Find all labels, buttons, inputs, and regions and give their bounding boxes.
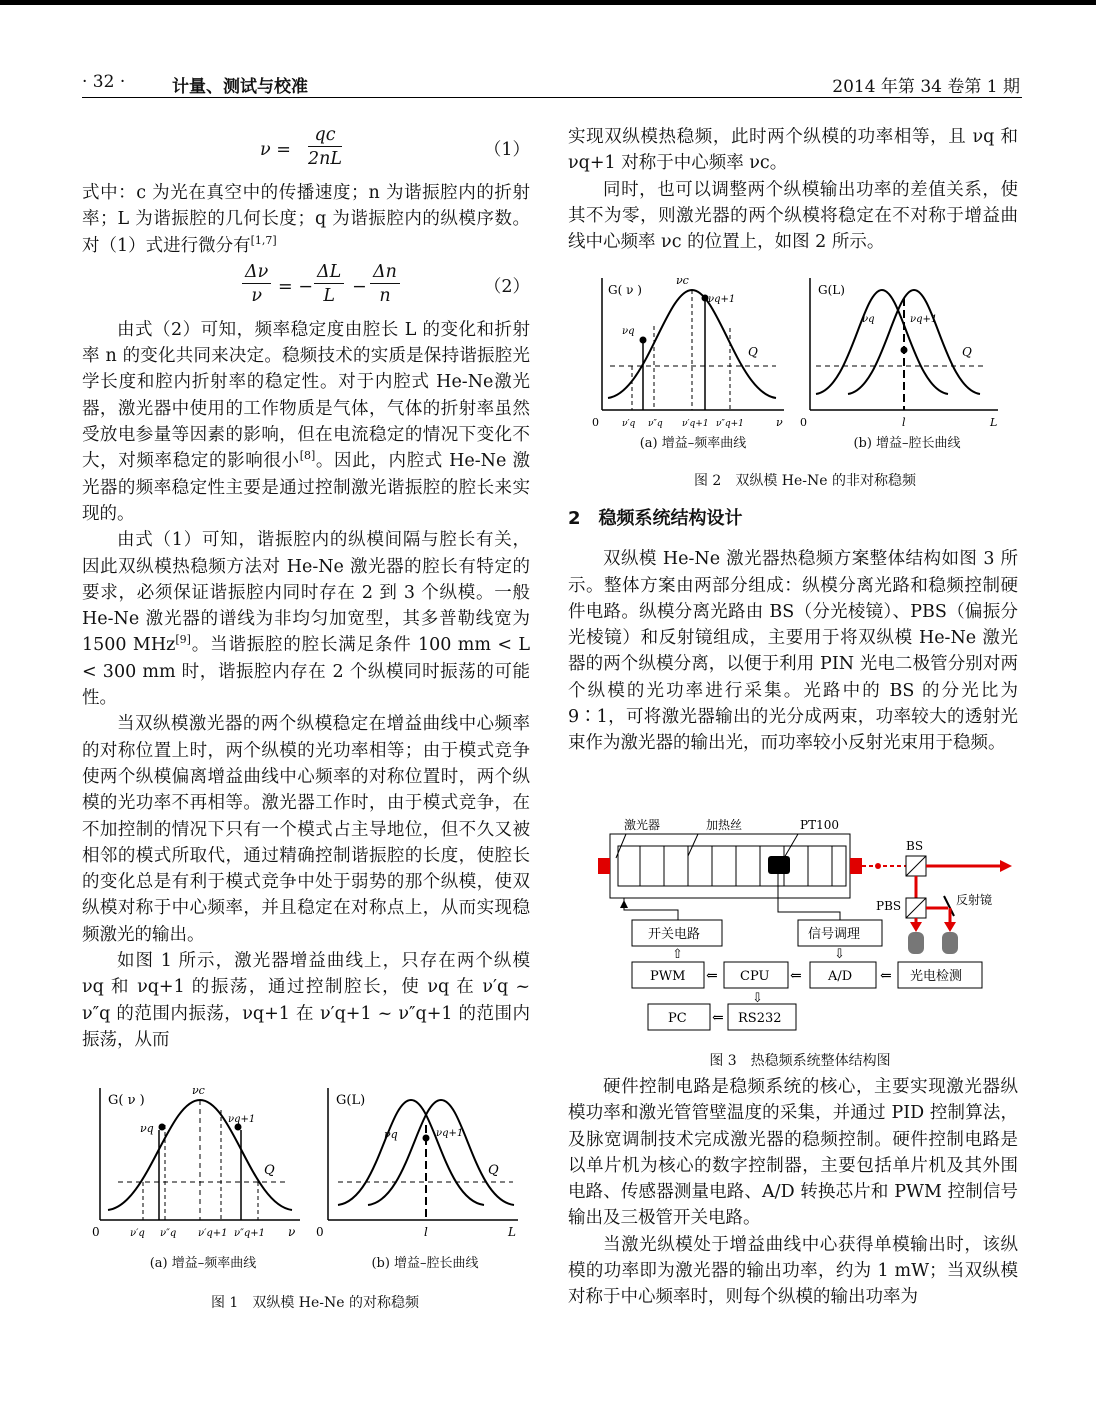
fig1-caption: 图 1 双纵模 He-Ne 的对称稳频	[210, 1295, 420, 1311]
page-number: · 32 ·	[82, 72, 126, 92]
figure-1-graphic	[88, 1080, 528, 1280]
svg-text:ν″q+1: ν″q+1	[716, 419, 744, 429]
svg-text:ν″q+1: ν″q+1	[234, 1228, 265, 1239]
svg-text:0: 0	[592, 416, 599, 429]
svg-text:G(L): G(L)	[336, 1093, 366, 1108]
label-heater: 加热丝	[706, 818, 743, 832]
fig1-subcaption-b: (b) 增益–腔长曲线	[371, 1256, 479, 1271]
block-cpu: CPU	[740, 969, 770, 984]
header-rule	[82, 97, 1022, 98]
equation-1: ν = $\frac{qc}{2nL}$ （1）	[260, 125, 530, 169]
block-ad: A/D	[828, 969, 853, 984]
svg-text:Q: Q	[962, 345, 972, 359]
paragraph: 双纵模 He-Ne 激光器热稳频方案整体结构如图 3 所示。整体方案由两部分组成：纵模分离光路和稳频控制硬件电路。纵模分离光路由 BS（分光棱镜）、PBS（偏振分光棱镜）和反射镜组成，主要用于将双纵模 He-Ne 激光器的两个纵模分离，以便于利用 PIN 光电二极管分别对两个纵模的光功率进行采集。光路中的 BS 的分光比为 9∶1，可将激光器输出的光分成两束，功率较大的透射光束作为激光器的输出光，而功率较小反射光束用于稳频。	[568, 549, 1018, 754]
eq2-number: （2）	[483, 276, 530, 297]
paragraph: 同时，也可以调整两个纵模输出功率的差值关系，使其不为零，则激光器的两个纵模将稳定在不对称于增益曲线中心频率 νc 的位置上，如图 2 所示。	[568, 179, 1018, 253]
svg-text:Q: Q	[748, 345, 758, 359]
svg-text:ν: ν	[776, 416, 783, 429]
svg-text:0: 0	[316, 1225, 324, 1239]
svg-text:ν″q: ν″q	[648, 419, 663, 429]
label-Q: Q	[264, 1163, 275, 1178]
fig2-subcaption-b: (b) 增益–腔长曲线	[853, 436, 961, 451]
svg-text:νq+1: νq+1	[910, 314, 938, 325]
svg-text:νq: νq	[622, 326, 635, 337]
fig3-caption: 图 3 热稳频系统整体结构图	[709, 1053, 891, 1069]
paragraph: 由式（2）可知，频率稳定度由腔长 L 的变化和折射率 n 的变化共同来决定。稳频技术的实质是保持谐振腔光学长度和腔内折射率的稳定性。对于内腔式 He-Ne激光器，激光器中使用的工作物质是气体，气体的折射率虽然受放电参量等因素的影响，但在电流稳定的情况下变化不大，对频率稳定的影响很小[8]。因此，内腔式 He-Ne 激光器的频率稳定性主要是通过控制激光谐振腔的腔长来实现的。	[82, 319, 531, 524]
eq1-number: （1）	[483, 140, 530, 160]
paragraph: 实现双纵模热稳频，此时两个纵模的功率相等，且 νq 和 νq+1 对称于中心频率 νc。	[568, 127, 1018, 174]
svg-text:ν′q+1: ν′q+1	[682, 419, 709, 429]
figure-3-graphic	[588, 812, 1018, 1042]
issue-info: 2014 年第 34 卷第 1 期	[832, 77, 1020, 97]
svg-text:ν′q+1: ν′q+1	[198, 1228, 228, 1239]
paragraph: 式中：c 为光在真空中的传播速度；n 为谐振腔内的折射率；L 为谐振腔的几何长度；q 为谐振腔内的纵模序数。对（1）式进行微分有[1,7]	[82, 183, 530, 256]
label-nu-q1: νq+1	[228, 1114, 256, 1125]
svg-text:ν′q: ν′q	[622, 419, 636, 429]
label-bs: BS	[906, 839, 924, 853]
svg-text:⇐: ⇐	[712, 1010, 724, 1026]
svg-text:νq: νq	[384, 1128, 398, 1141]
svg-text:L: L	[990, 416, 998, 429]
svg-text:L: L	[508, 1225, 516, 1239]
svg-text:νq+1: νq+1	[708, 294, 736, 305]
right-column-bottom	[568, 1074, 1018, 1311]
svg-text:νq+1: νq+1	[436, 1128, 464, 1139]
label-pbs: PBS	[876, 899, 902, 913]
svg-text:ν: ν	[288, 1225, 296, 1239]
block-detect: 光电检测	[910, 969, 963, 984]
figure-1	[88, 1080, 528, 1280]
svg-text:ν″q: ν″q	[160, 1228, 177, 1239]
equation-2: $\frac{\Delta\nu}{\nu}$ = − $\frac{\Delta L}{L}$ − $\frac{\Delta n}{n}$ （2）	[82, 261, 530, 317]
block-pc: PC	[668, 1011, 687, 1026]
paragraph: 如图 1 所示，激光器增益曲线上，只存在两个纵模 νq 和 νq+1 的振荡，通过控制腔长，使 νq 在 ν′q ~ ν″q 的范围内振荡，νq+1 在 ν′q+1 ~ ν″q+1 的范围内振荡，从而	[82, 951, 530, 1050]
svg-text:ν′q: ν′q	[130, 1228, 145, 1239]
right-column-top	[568, 124, 1018, 255]
svg-text:0: 0	[800, 416, 807, 429]
right-column-middle	[568, 506, 1018, 757]
axis-label: G( ν )	[108, 1093, 145, 1108]
paragraph: 由式（1）可知，谐振腔内的纵模间隔与腔长有关，因此双纵模热稳频方法对 He-Ne 激光器的腔长有特定的要求，必须保证谐振腔内同时存在 2 到 3 个纵模。一般 He-Ne 激光器的谱线为非均匀加宽型，其多普勒线宽为 1500 MHz[9]。当谐振腔的腔长满足条件 100 mm < L < 300 mm 时，谐振腔内存在 2 个纵模同时振荡的可能性。	[82, 530, 531, 709]
section-heading: 2 稳频系统结构设计	[568, 508, 743, 529]
svg-text:⇩: ⇩	[834, 947, 845, 962]
svg-text:l: l	[902, 416, 906, 429]
block-pwm: PWM	[650, 969, 686, 984]
left-column	[82, 124, 530, 1053]
svg-text:⇐: ⇐	[880, 968, 892, 984]
label-laser: 激光器	[624, 818, 661, 832]
svg-text:⇧: ⇧	[672, 947, 683, 962]
eq1-fraction: $\frac{qc}{2nL}$	[308, 125, 343, 169]
label-nu-q: νq	[140, 1122, 154, 1135]
fig2-caption: 图 2 双纵模 He-Ne 的非对称稳频	[693, 473, 917, 489]
fig1-subcaption-a: (a) 增益–频率曲线	[149, 1256, 257, 1271]
journal-title: 计量、测试与校准	[172, 77, 308, 97]
svg-text:⇐: ⇐	[706, 968, 718, 984]
paragraph: 当激光纵模处于增益曲线中心获得单模输出时，该纵模的功率即为激光器的输出功率，约为 1 mW；当双纵模对称于中心频率时，则每个纵模的输出功率为	[568, 1234, 1018, 1308]
svg-text:νc: νc	[676, 274, 689, 287]
label-pt100: PT100	[800, 818, 839, 832]
fig2-subcaption-a: (a) 增益–频率曲线	[639, 436, 747, 451]
block-rs232: RS232	[738, 1011, 782, 1026]
paragraph: 硬件控制电路是稳频系统的核心，主要实现激光器纵模功率和激光管管壁温度的采集，并通过 PID 控制算法，及脉宽调制技术完成激光器的稳频控制。硬件控制电路是以单片机为核心的数字控制器，主要包括单片机及其外围电路、传感器测量电路、A/D 转换芯片和 PWM 控制信号输出及三极管开关电路。	[568, 1077, 1018, 1229]
figure-3	[588, 812, 1018, 1042]
svg-text:0: 0	[92, 1225, 100, 1239]
paragraph: 当双纵模激光器的两个纵模稳定在增益曲线中心频率的对称位置上时，两个纵模的光功率相等；由于模式竞争使两个纵模偏离增益曲线中心频率的对称位置时，两个纵模的光功率不再相等。激光器工作时，由于模式竞争，在不加控制的情况下只有一个模式占主导地位，但不久又被相邻的模式所取代，通过精确控制谐振腔的长度，使腔长的变化总是有利于模式竞争中处于弱势的那个纵模，使双纵模对称于中心频率，并且稳定在对称点上，从而实现稳频激光的输出。	[82, 714, 530, 945]
svg-text:⇐: ⇐	[790, 968, 802, 984]
top-border	[0, 0, 1096, 5]
svg-text:νq: νq	[862, 314, 875, 325]
label-mirror: 反射镜	[956, 893, 993, 907]
svg-text:G(L): G(L)	[818, 283, 845, 297]
svg-text:Q: Q	[488, 1163, 499, 1178]
label-nu-c: νc	[192, 1084, 205, 1097]
block-signal: 信号调理	[808, 927, 861, 942]
svg-text:l: l	[424, 1225, 428, 1239]
svg-text:⇩: ⇩	[752, 991, 763, 1006]
figure-2	[588, 270, 1018, 460]
block-switch: 开关电路	[648, 927, 701, 942]
svg-text:G( ν ): G( ν )	[608, 283, 642, 297]
